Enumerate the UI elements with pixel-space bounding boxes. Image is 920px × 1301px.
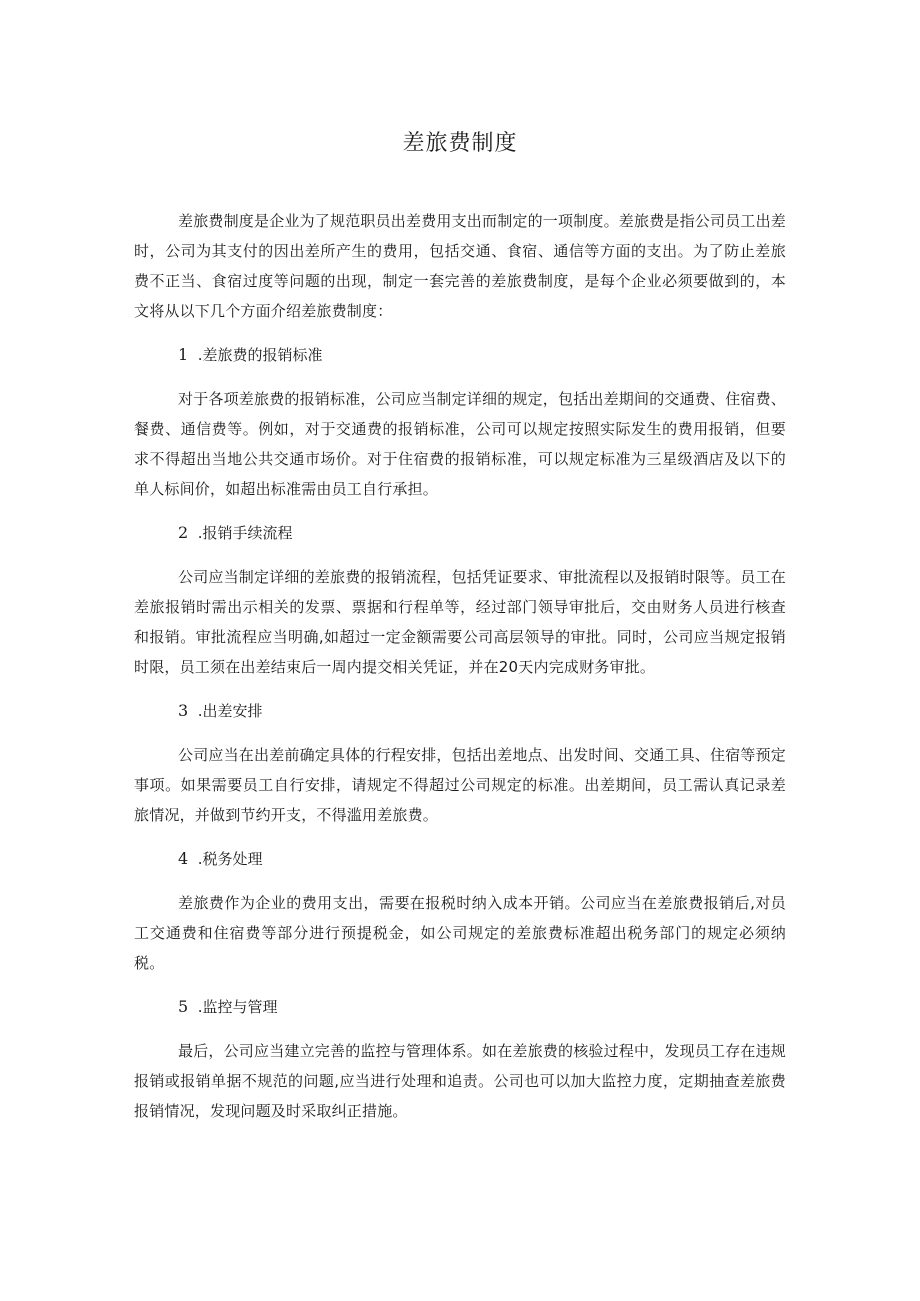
section-title-4: .税务处理	[197, 850, 263, 868]
document-title: 差旅费制度	[402, 131, 518, 156]
section-body-3: 公司应当在出差前确定具体的行程安排，包括出差地点、出发时间、交通工具、住宿等预定事项。如果需要员工自行安排，请规定不得超过公司规定的标准。出差期间，员工需认真记录差旅情况，并做到节约开支，不得滥用差旅费。	[134, 746, 787, 824]
section-title-5: .监控与管理	[197, 998, 278, 1016]
section-number-2: 2	[178, 523, 189, 542]
section-number-4: 4	[178, 849, 189, 868]
section-title-1: .差旅费的报销标准	[197, 346, 323, 364]
document-body	[134, 206, 786, 1126]
section-heading-3	[134, 696, 786, 726]
section-body-4: 差旅费作为企业的费用支出，需要在报税时纳入成本开销。公司应当在差旅费报销后,对员工交通费和住宿费等部分进行预提税金，如公司规定的差旅费标准超出税务部门的规定必须纳税。	[134, 894, 786, 972]
section-heading-2	[134, 518, 786, 548]
intro-paragraph: 差旅费制度是企业为了规范职员出差费用支出而制定的一项制度。差旅费是指公司员工出差时，公司为其支付的因出差所产生的费用，包括交通、食宿、通信等方面的支出。为了防止差旅费不正当、食宿过度等问题的出现，制定一套完善的差旅费制度，是每个企业必须要做到的，本文将从以下几个方面介绍差旅费制度：	[134, 212, 787, 320]
section-title-2: .报销手续流程	[197, 524, 293, 542]
section-body-2: 公司应当制定详细的差旅费的报销流程，包括凭证要求、审批流程以及报销时限等。员工在差旅报销时需出示相关的发票、票据和行程单等，经过部门领导审批后，交由财务人员进行核查和报销。审批流程应当明确,如超过一定金额需要公司高层领导的审批。同时，公司应当规定报销时限，员工须在出差结束后一周内提交相关凭证，并在20天内完成财务审批。	[134, 568, 787, 676]
section-body-1: 对于各项差旅费的报销标准，公司应当制定详细的规定，包括出差期间的交通费、住宿费、餐费、通信费等。例如，对于交通费的报销标准，公司可以规定按照实际发生的费用报销，但要求不得超出当地公共交通市场价。对于住宿费的报销标准，可以规定标准为三星级酒店及以下的单人标间价，如超出标准需由员工自行承担。	[134, 390, 787, 498]
section-heading-4	[134, 844, 786, 874]
section-body-5: 最后，公司应当建立完善的监控与管理体系。如在差旅费的核验过程中，发现员工存在违规报销或报销单据不规范的问题,应当进行处理和追责。公司也可以加大监控力度，定期抽查差旅费报销情况，发现问题及时采取纠正措施。	[134, 1042, 787, 1120]
section-number-3: 3	[178, 701, 189, 720]
section-heading-1	[134, 340, 786, 370]
section-number-5: 5	[178, 997, 189, 1016]
section-number-1: 1	[178, 345, 189, 364]
section-title-3: .出差安排	[197, 702, 263, 720]
section-heading-5	[134, 992, 786, 1022]
